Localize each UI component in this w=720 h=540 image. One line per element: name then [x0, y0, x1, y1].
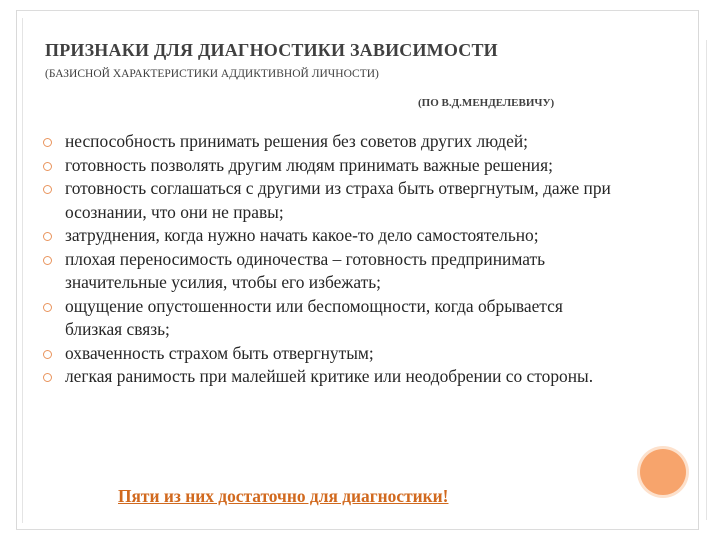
- frame-line-right-inner: [706, 40, 707, 520]
- list-item: [43, 224, 623, 248]
- list-item-text: охваченность страхом быть отвергнутым;: [65, 342, 374, 363]
- list-item: [43, 248, 623, 295]
- hollow-circle-bullet-icon: [43, 162, 52, 171]
- hollow-circle-bullet-icon: [43, 256, 52, 265]
- frame-line-left: [16, 10, 17, 530]
- list-item: [43, 365, 623, 389]
- conclusion-text: Пяти из них достаточно для диагностики!: [118, 486, 449, 506]
- list-item: [43, 295, 623, 342]
- list-item-text: плохая переносимость одиночества – готовность предпринимать значительные усилия, чтобы его избежать;: [65, 248, 546, 292]
- list-item-text: неспособность принимать решения без советов других людей;: [65, 131, 528, 151]
- list-item-text: легкая ранимость при малейшей критике или неодобрении со стороны.: [65, 366, 594, 386]
- hollow-circle-bullet-icon: [43, 350, 52, 359]
- criteria-list: [43, 130, 623, 389]
- author-reference: (ПО В.Д.МЕНДЕЛЕВИЧУ): [418, 97, 555, 109]
- list-item-text: готовность соглашаться с другими из страха быть отвергнутым, даже при осознании, что они не правы;: [65, 178, 611, 222]
- list-item-text: готовность позволять другим людям принимать важные решения;: [65, 154, 553, 175]
- hollow-circle-bullet-icon: [43, 138, 52, 147]
- frame-line-bottom: [16, 529, 698, 530]
- list-item: [43, 177, 623, 224]
- frame-line-left-inner: [22, 18, 23, 523]
- hollow-circle-bullet-icon: [43, 232, 52, 241]
- hollow-circle-bullet-icon: [43, 303, 52, 312]
- orange-circle-icon: [640, 449, 686, 495]
- list-item: [43, 154, 623, 178]
- slide-subtitle: (БАЗИСНОЙ ХАРАКТЕРИСТИКИ АДДИКТИВНОЙ ЛИЧНОСТИ): [45, 68, 379, 80]
- slide-title: ПРИЗНАКИ ДЛЯ ДИАГНОСТИКИ ЗАВИСИМОСТИ: [45, 40, 498, 60]
- list-item: [43, 342, 623, 366]
- hollow-circle-bullet-icon: [43, 373, 52, 382]
- list-item-text: затруднения, когда нужно начать какое-то дело самостоятельно;: [65, 225, 539, 245]
- frame-line-right: [698, 10, 699, 530]
- list-item: [43, 130, 623, 154]
- frame-line-top: [16, 10, 698, 11]
- hollow-circle-bullet-icon: [43, 185, 52, 194]
- list-item-text: ощущение опустошенности или беспомощности, когда обрывается близкая связь;: [65, 295, 563, 339]
